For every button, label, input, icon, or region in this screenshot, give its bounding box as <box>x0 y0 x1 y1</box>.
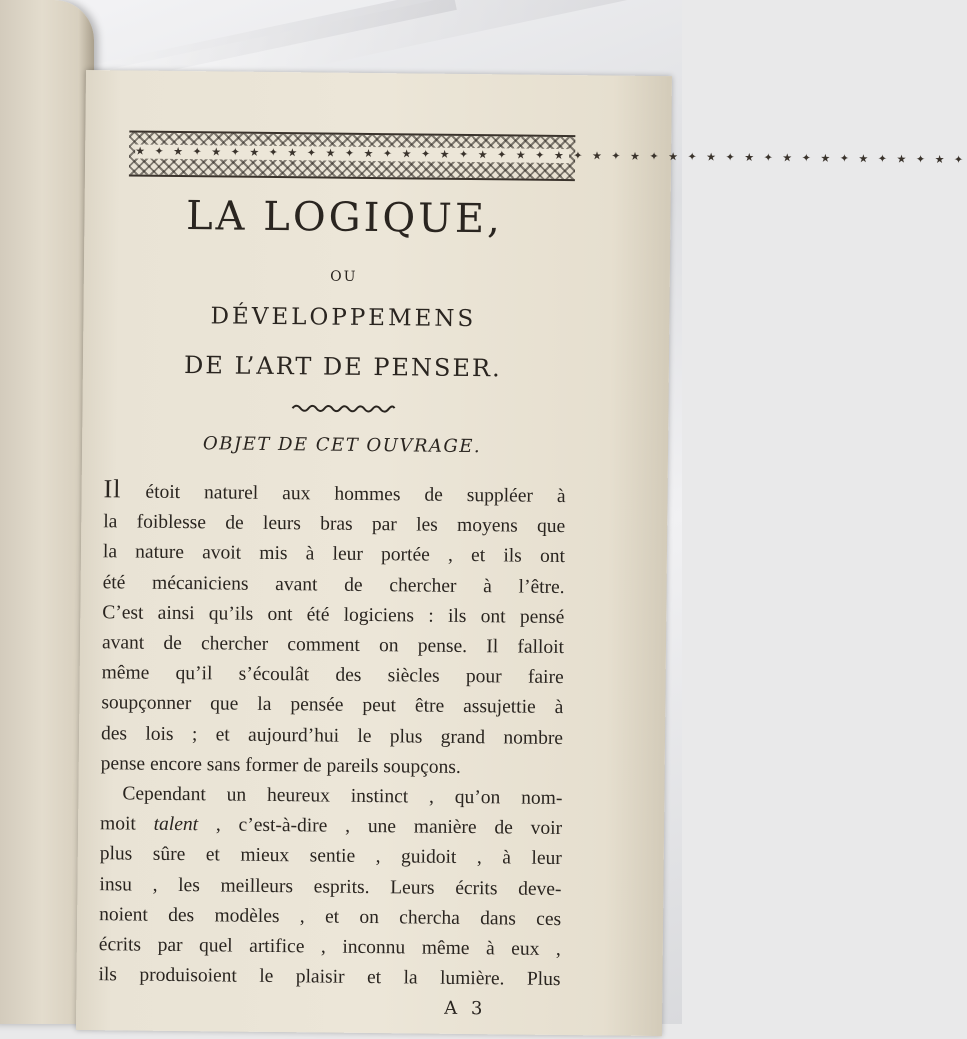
text-line: Cependant un heureux instinct , qu’on nom- <box>122 783 563 810</box>
text-line: ils produisoient le plaisir et la lumière. Plus <box>98 964 561 991</box>
ornament-stars: ★ ✦ ★ ✦ ★ ✦ ★ ✦ ★ ✦ ★ ✦ ★ ✦ ★ ✦ ★ ✦ ★ ✦ ★ ✦ ★ ✦ ★ ✦ ★ ✦ ★ ✦ ★ ✦ ★ ✦ ★ ✦ ★ ✦ ★ ✦ ★ ✦ ★ ✦ <box>135 144 967 167</box>
text-line: la nature avoit mis à leur portée , et ils ont <box>102 541 566 568</box>
page-signature: A 3 <box>444 997 487 1020</box>
text-line: des lois ; et aujourd’hui le plus grand nombre <box>100 722 564 749</box>
subtitle-line-2: DE L’ART DE PENSER. <box>183 351 502 383</box>
body-text <box>98 474 565 995</box>
text-line: écrits par quel artifice , inconnu même à eux , <box>98 934 561 961</box>
italic-term: talent <box>153 813 199 836</box>
text-line: même qu’il s’écoulât des siècles pour faire <box>101 662 564 689</box>
divider-squiggle <box>290 402 396 413</box>
subtitle-line-1: DÉVELOPPEMENS <box>210 303 477 333</box>
text-line: pense encore sans former de pareils soupçons. <box>100 753 461 778</box>
text-line <box>103 474 565 512</box>
text-line: insu , les meilleurs esprits. Leurs écrits deve- <box>99 873 562 900</box>
text-line: avant de chercher comment on pense. Il falloit <box>101 632 565 659</box>
text-line <box>100 809 562 844</box>
book-page <box>76 70 967 1036</box>
text-line: plus sûre et mieux sentie , guidoit , à leur <box>99 843 562 870</box>
text-line: noient des modèles , et on chercha dans ces <box>99 904 562 930</box>
title-conjunction: OU <box>330 268 358 285</box>
text-line: soupçonner que la pensée peut être assujettie à <box>101 692 564 719</box>
text-line-rest: étoit naturel aux hommes de suppléer à <box>121 481 566 508</box>
text-line: la foiblesse de leurs bras par les moyens que <box>103 511 566 538</box>
text-line-part: moit <box>99 813 154 835</box>
text-line: C’est ainsi qu’ils ont été logiciens : ils ont pensé <box>102 602 565 628</box>
header-ornament <box>129 130 967 181</box>
drop-capital: Il <box>103 474 122 504</box>
section-heading: OBJET DE CET OUVRAGE. <box>202 433 482 458</box>
text-line-part: , c’est-à-dire , une manière de voir <box>197 814 563 840</box>
page-title: LA LOGIQUE, <box>185 193 504 243</box>
text-line: été mécaniciens avant de chercher à l’être. <box>102 571 565 598</box>
